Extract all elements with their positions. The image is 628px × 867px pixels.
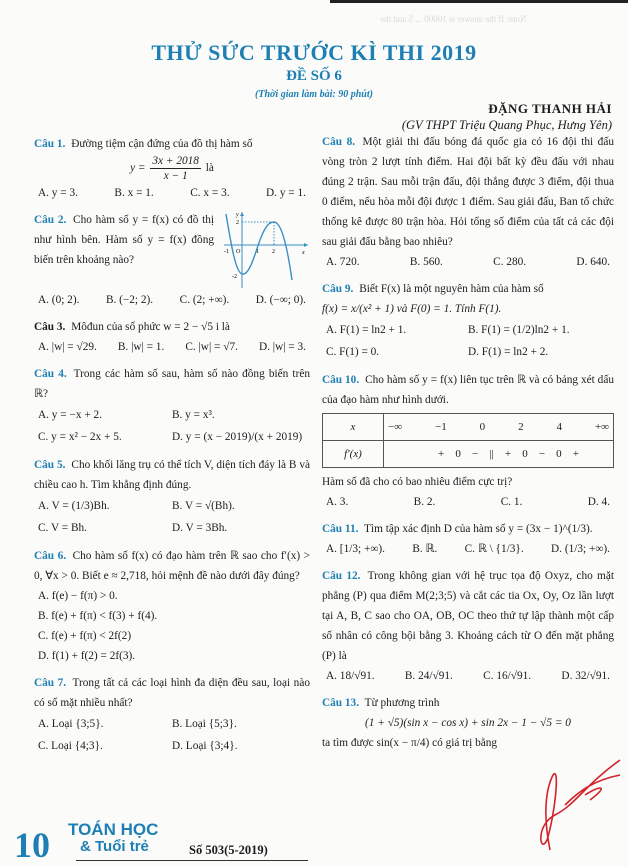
question-text: Một giải thi đấu bóng đá quốc gia có 16 đội thi đấu vòng tròn 2 lượt tính điểm. Hai đội bất kỳ đều đấu với nhau đúng 2 trận. Sau mỗi trận đấu, đội thắng được 3 điểm, đội thua 0 điểm, nếu hòa mỗi đội được 1 điểm. Sau giải đấu, Ban tổ chức thống kê được 80 trận hòa. Hỏi tổng số điểm của tất cả các đội sau giải đấu bằng bao nhiêu? [322,136,614,248]
option-c: C. 1. [500,496,523,508]
left-column [34,134,310,764]
option-a: A. Loại {3;5}. [38,718,104,730]
sign-table-row-fprime [323,441,614,468]
option-d: D. V = 3Bh. [172,522,228,534]
table-cell: 0 [479,421,486,433]
option-d: D. (1/3; +∞). [551,543,610,555]
row-header: x [323,414,384,441]
table-cell: + [438,448,445,460]
question-text: Cho hàm số f(x) có đạo hàm trên ℝ sao cho f′(x) > 0, ∀x > 0. Biết e ≈ 2,718, hỏi mệnh đề nào dưới đây đúng? [34,550,311,582]
option-d: D. Loại {3;4}. [172,740,238,752]
option-d: D. 4. [587,496,610,508]
question-3 [34,317,310,357]
tick-label: -2 [232,274,237,280]
question-8 [322,132,614,272]
option-b: B. V = √(Bh). [172,500,235,512]
question-label: Câu 7. [34,677,67,689]
option-b: B. y = x³. [172,409,215,421]
option-b: B. F(1) = (1/2)ln2 + 1. [468,324,570,336]
page-title: THỬ SỨC TRƯỚC KÌ THI 2019 [151,40,477,65]
x-axis-arrow [304,243,308,247]
question-text: Tìm tập xác định D của hàm số y = (3x − 1)^(1/3). [364,523,593,535]
question-label: Câu 13. [322,697,360,709]
question-text: Đường tiệm cận đứng của đồ thị hàm số [71,138,253,150]
author-affiliation: (GV THPT Triệu Quang Phục, Hưng Yên) [401,118,612,132]
page-footer [14,810,334,865]
table-cell: || [489,448,494,460]
table-cell: +∞ [594,421,609,433]
question-text: Trong tất cả các loại hình đa diện đều sau, loại nào có số mặt nhiều nhất? [34,677,310,709]
option-a: A. (0; 2). [38,294,80,306]
magazine-logo: TOÁN HỌC [68,820,159,839]
question-label: Câu 10. [322,374,360,386]
question-1 [34,134,310,203]
function-graph [218,210,310,290]
question-label: Câu 2. [34,214,67,226]
option-d: D. |w| = 3. [259,341,306,353]
question-label: Câu 1. [34,138,66,150]
bleed-through-text: Note: If the answer is 10000 ... 5 and the [380,14,527,24]
option-b: B. f(e) + f(π) < f(3) + f(4). [38,610,158,622]
option-c: C. ℝ \ {1/3}. [464,543,524,555]
question-10 [322,370,614,512]
option-a: A. 18/√91. [326,670,375,682]
origin-label: O [236,249,241,255]
tick-label: 1 [256,249,259,255]
question-label: Câu 4. [34,368,67,380]
question-text: Môđun của số phức w = 2 − √5 i là [71,321,230,333]
question-2 [34,210,310,310]
option-d: D. (−∞; 0). [255,294,306,306]
table-cell: + [504,448,512,460]
table-cell: − [471,448,479,460]
table-cell: −1 [434,421,447,433]
question-label: Câu 6. [34,550,67,562]
table-cell: − [538,448,546,460]
option-c: C. F(1) = 0. [326,346,380,358]
footer-rule [76,860,308,861]
page-number: 10 [14,825,50,865]
option-a: A. f(e) − f(π) > 0. [38,590,118,602]
answer-options [34,183,310,203]
question-13 [322,693,614,753]
option-b: B. 560. [409,256,443,268]
answer-options [322,539,614,559]
option-b: B. x = 1. [114,187,154,199]
table-cell: 4 [556,421,563,433]
y-axis-arrow [240,212,244,216]
exam-time: (Thời gian làm bài: 90 phút) [255,89,373,100]
sign-table-row-x [323,414,614,441]
magazine-logo-subtitle: & Tuổi trẻ [80,838,149,855]
option-d: D. 640. [576,256,610,268]
question-label: Câu 9. [322,283,354,295]
tick-label: 2 [272,249,275,255]
option-d: D. y = 1. [266,187,306,199]
option-c: C. y = x² − 2x + 5. [38,431,122,443]
row-header: f′(x) [323,441,384,468]
question-label: Câu 5. [34,459,66,471]
option-d: D. F(1) = ln2 + 2. [468,346,549,358]
option-a: A. V = (1/3)Bh. [38,500,110,512]
question-text: Cho hàm số y = f(x) có đồ thị như hình bên. Hàm số y = f(x) đồng biến trên khoảng nào? [34,214,215,266]
answer-options [34,290,310,310]
table-cell: 0 [556,448,562,460]
question-text: Trong không gian với hệ trục tọa độ Oxyz, cho mặt phẳng (P) qua điểm M(2;3;5) và cắt các tia Ox, Oy, Oz lần lượt tại A, B, C sao cho OA, OB, OC theo thứ tự lập thành một cấp số nhân có công bội bằng 3. Khoảng cách từ O đến mặt phẳng (P) là [322,570,614,662]
option-c: C. 16/√91. [483,670,532,682]
x-label: x [302,250,305,256]
option-c: C. (2; +∞). [179,294,230,306]
table-cell: −∞ [388,421,403,433]
question-text: Biết F(x) là một nguyên hàm của hàm số [359,283,544,295]
answer-options [322,319,614,363]
tick-label: 2 [236,220,239,226]
tick-label: -1 [224,249,229,255]
option-b: B. (−2; 2). [105,294,154,306]
issue-number: Số 503(5-2019) [189,843,268,857]
question-label: Câu 12. [322,570,361,582]
table-cell: 2 [518,421,524,433]
option-c: C. x = 3. [190,187,230,199]
option-c: C. 280. [493,256,527,268]
option-d: D. y = (x − 2019)/(x + 2019) [172,431,303,443]
answer-options [34,713,310,757]
question-5 [34,455,310,539]
question-tail: ta tìm được sin(x − π/4) có giá trị bằng [322,737,498,749]
option-d: D. 32/√91. [561,670,610,682]
formula: (1 + √5)(sin x − cos x) + sin 2x − 1 − √5 = 0 [365,717,571,729]
option-b: B. ℝ. [412,543,438,555]
question-7 [34,673,310,757]
option-b: B. 24/√91. [404,670,453,682]
option-b: B. 2. [413,496,436,508]
answer-options [34,337,310,357]
option-c: C. f(e) + f(π) < 2f(2) [38,630,132,642]
author-name: ĐẶNG THANH HẢI [488,101,612,116]
option-a: A. y = −x + 2. [38,409,102,421]
option-a: A. [1/3; +∞). [326,543,385,555]
option-a: A. F(1) = ln2 + 1. [326,324,407,336]
question-text: Cho khối lăng trụ có thể tích V, diện tích đáy là B và chiều cao h. Tìm khẳng định đúng. [34,459,311,491]
question-label: Câu 3. [34,321,66,333]
option-a: A. y = 3. [38,187,78,199]
question-4 [34,364,310,448]
question-11 [322,519,614,559]
question-9 [322,279,614,363]
table-cell: + [572,448,579,460]
table-cell: 0 [455,448,461,460]
sign-table [322,413,614,468]
table-cell: 0 [522,448,528,460]
answer-options [322,492,614,512]
question-12 [322,566,614,686]
answer-options [34,495,310,539]
option-a: A. |w| = √29. [38,341,97,353]
right-column [322,132,614,760]
signature-mark [525,745,625,865]
option-b: B. Loại {5;3}. [172,718,237,730]
option-c: C. |w| = √7. [185,341,238,353]
answer-options [322,666,614,686]
option-d: D. f(1) + f(2) = 2f(3). [38,650,136,662]
option-a: A. 3. [326,496,349,508]
question-6 [34,546,310,666]
answer-options [34,586,310,666]
y-label: y [236,212,239,218]
question-text: Cho hàm số y = f(x) liên tục trên ℝ và có bảng xét dấu của đạo hàm như hình dưới. [322,374,614,406]
formula: f(x) = x/(x² + 1) và F(0) = 1. Tính F(1). [322,303,502,315]
option-c: C. V = Bh. [38,522,87,534]
question-followup: Hàm số đã cho có bao nhiêu điểm cực trị? [322,476,513,488]
question-label: Câu 8. [322,136,356,148]
question-text: Trong các hàm số sau, hàm số nào đồng biến trên ℝ? [34,368,310,400]
exam-number: ĐỀ SỐ 6 [286,68,342,84]
question-label: Câu 11. [322,523,359,535]
answer-options [34,404,310,448]
page-edge-bar [330,0,628,3]
option-a: A. 720. [326,256,360,268]
option-b: B. |w| = 1. [117,341,165,353]
answer-options [322,252,614,272]
formula: y = $\frac{3x + 2018}{x - 1}$ là [130,155,214,182]
option-c: C. Loại {4;3}. [38,740,103,752]
question-text: Từ phương trình [364,697,440,709]
